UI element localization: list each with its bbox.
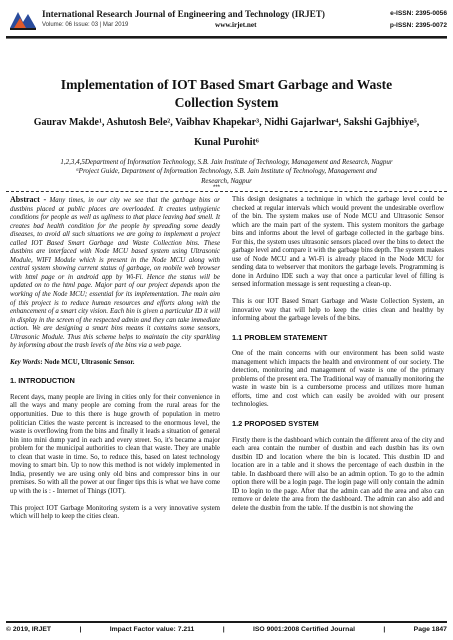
keywords-text: : Node MCU, Ultrasonic Sensor. <box>40 358 135 366</box>
affiliation-line: Research, Nagpur <box>201 176 252 185</box>
affiliation-line: 1,2,3,4,5Department of Information Technology, S.B. Jain Institute of Technology, Management and Research, Nagpur <box>60 158 393 166</box>
footer-sep: | <box>222 626 225 633</box>
footer-copyright: © 2019, IRJET <box>6 626 52 633</box>
journal-header <box>0 0 453 40</box>
footer-impact-factor: Impact Factor value: 7.211 <box>109 626 195 633</box>
footer-page-number: Page 1847 <box>413 626 447 633</box>
section-heading-proposed-system: 1.2 PROPOSED SYSTEM <box>232 419 319 429</box>
abstract-text: Many times, in our city we see that the garbage bins or dustbins placed at public places are overloaded. It creates unhygienic conditions for people as well as ugliness to that place leaving bad smell. It creates bad health condition for the people by spreading some deadly diseases, to avoid all such situations we are going to implement a project called IOT Based Smart Garbage and Waste Collection bins. These dustbins are interfaced with Node MCU based system using Ultrasonic Module, WIFI Module which is present in the Node MCU along with central system showing current status of garbage, on mobile web browser with html page or in android app by Wi-Fi. Hence the status will be updated on to the html page. Major part of our project depends upon the working of the Node MCU; essential for its implementation. The main aim of this project is to reduce human resources and efforts along with the enhancement of a smart city vision. Each bin is given a particular ID it will in display in the screen of the respected admin and they can take immediate action. We are designing a smart bins means it contains some sensors, Ultrasonic Module. Thus this scheme helps to maintain the city sparkling by informing about the trash levels of the bins via a web page. <box>10 197 220 350</box>
footer-sep: | <box>79 626 82 633</box>
paper-title-line: Implementation of IOT Based Smart Garbage and Waste <box>60 77 393 92</box>
left-column <box>10 196 220 530</box>
abstract-label: Abstract - <box>10 195 47 204</box>
paragraph: This design designates a technique in which the garbage level could be checked at regular intervals which would prevent the undesirable overflow of the bin. The system makes use of Node MCU and Ultrasonic Sensor which are the main part of the system. This system monitors the garbage bins and informs about the level of garbage collected in the garbage bins. For this, the system uses ultrasonic sensors placed over the bins to detect the garbage level and compare it with the garbage bins depth. The system makes use of Node MCU and a Wi-Fi is already placed in the Node MCU for sending data to webserver that monitors the garbage levels. Programming is done in Arduino IDE such a way that once a particular level of filling is sensed information message is sent requesting a clean-up. <box>232 196 444 289</box>
journal-volume: Volume: 06 Issue: 03 | Mar 2019 <box>42 22 129 28</box>
affiliations <box>18 158 435 186</box>
page-footer <box>6 626 447 633</box>
separator-line <box>6 191 447 192</box>
author-list: Gaurav Makde¹, Ashutosh Bele², Vaibhav Khapekar³, Nidhi Gajarlwar⁴, Sakshi Gajbhiye⁵, <box>33 117 420 128</box>
affiliation-line: ⁶Project Guide, Department of Information Technology, S.B. Jain Institute of Technology, Management and <box>76 167 377 176</box>
eissn: e-ISSN: 2395-0056 <box>390 10 447 17</box>
paragraph: Recent days, many people are living in cities only for their convenience in all the ways and many people are coming from the rural areas for the opportunities. Due to this there is huge growth of population in metro politician Cities the waste percent is increased to the enormous level, the waste is overflowing from the bins and finally it leads a situation of general bin into mini dump yard in each and every street. So, it's became a major problem for the municipal authorities to clean that waste. They are unable to clean that waste in time. So, to reduce this, based on latest technology moving to smart bin. Up to now this method is not widely implemented in India, presently we are using only old bins and compressor bins in our premises. So with all the power at our finger tips this is what we have come up with the is : - Internet of Things (IOT). <box>10 393 220 495</box>
paper-title-line: Collection System <box>174 95 279 110</box>
abstract <box>10 196 220 351</box>
right-column <box>232 196 444 522</box>
section-heading-problem-statement: 1.1 PROBLEM STATEMENT <box>232 332 328 342</box>
paragraph: One of the main concerns with our environment has been solid waste management which impacts the health and environment of our society. The detection, monitoring and management of waste is one of the primary problems of the present era. The Traditional way of manually monitoring the waste in waste bin is a cumbersome process and utilizes more human efforts, time and cost which can easily be avoided with our present technologies. <box>232 350 444 409</box>
paper-title <box>30 76 423 112</box>
keywords <box>10 359 220 368</box>
pissn: p-ISSN: 2395-0072 <box>389 22 447 29</box>
journal-title: International Research Journal of Engineering and Technology (IRJET) <box>42 9 325 19</box>
paragraph: This project IOT Garbage Monitoring system is a very innovative system which will help to keep the cities clean. <box>10 504 220 521</box>
irjet-logo-icon <box>8 8 38 32</box>
footer-sep: | <box>383 626 386 633</box>
footer-iso: ISO 9001:2008 Certified Journal <box>253 626 355 633</box>
header-divider <box>6 36 447 39</box>
footer-divider <box>6 621 447 623</box>
author-list-cont: Kunal Purohit⁶ <box>194 137 259 148</box>
journal-url-link[interactable]: www.irjet.net <box>215 21 257 29</box>
paragraph: This is our IOT Based Smart Garbage and Waste Collection System, an innovative way that will help to keep the cities clean and healthy by informing about the garbage levels of the bins. <box>232 298 444 323</box>
paragraph: Firstly there is the dashboard which contain the different area of the city and each area contain the number of dustbin and each dustbin has its own dustbin ID and location where the bin is located. This dustbin ID and location are in a table and it shows the percentage of each dustbin in the table. In dashboard there will also be an admin option. To go to the admin option there will be a login page. The login page will only contain the admin ID to login to the page. After that the admin can add the area and also can remove or delete the area from the dashboard. The admin can also add and delete the dustbin from the table. If the dustbin is not showing the <box>232 436 444 512</box>
section-separator <box>6 187 447 195</box>
section-heading-introduction: 1. INTRODUCTION <box>10 376 75 386</box>
keywords-label: Key Words <box>10 358 41 366</box>
separator-stars: *** <box>213 185 221 191</box>
